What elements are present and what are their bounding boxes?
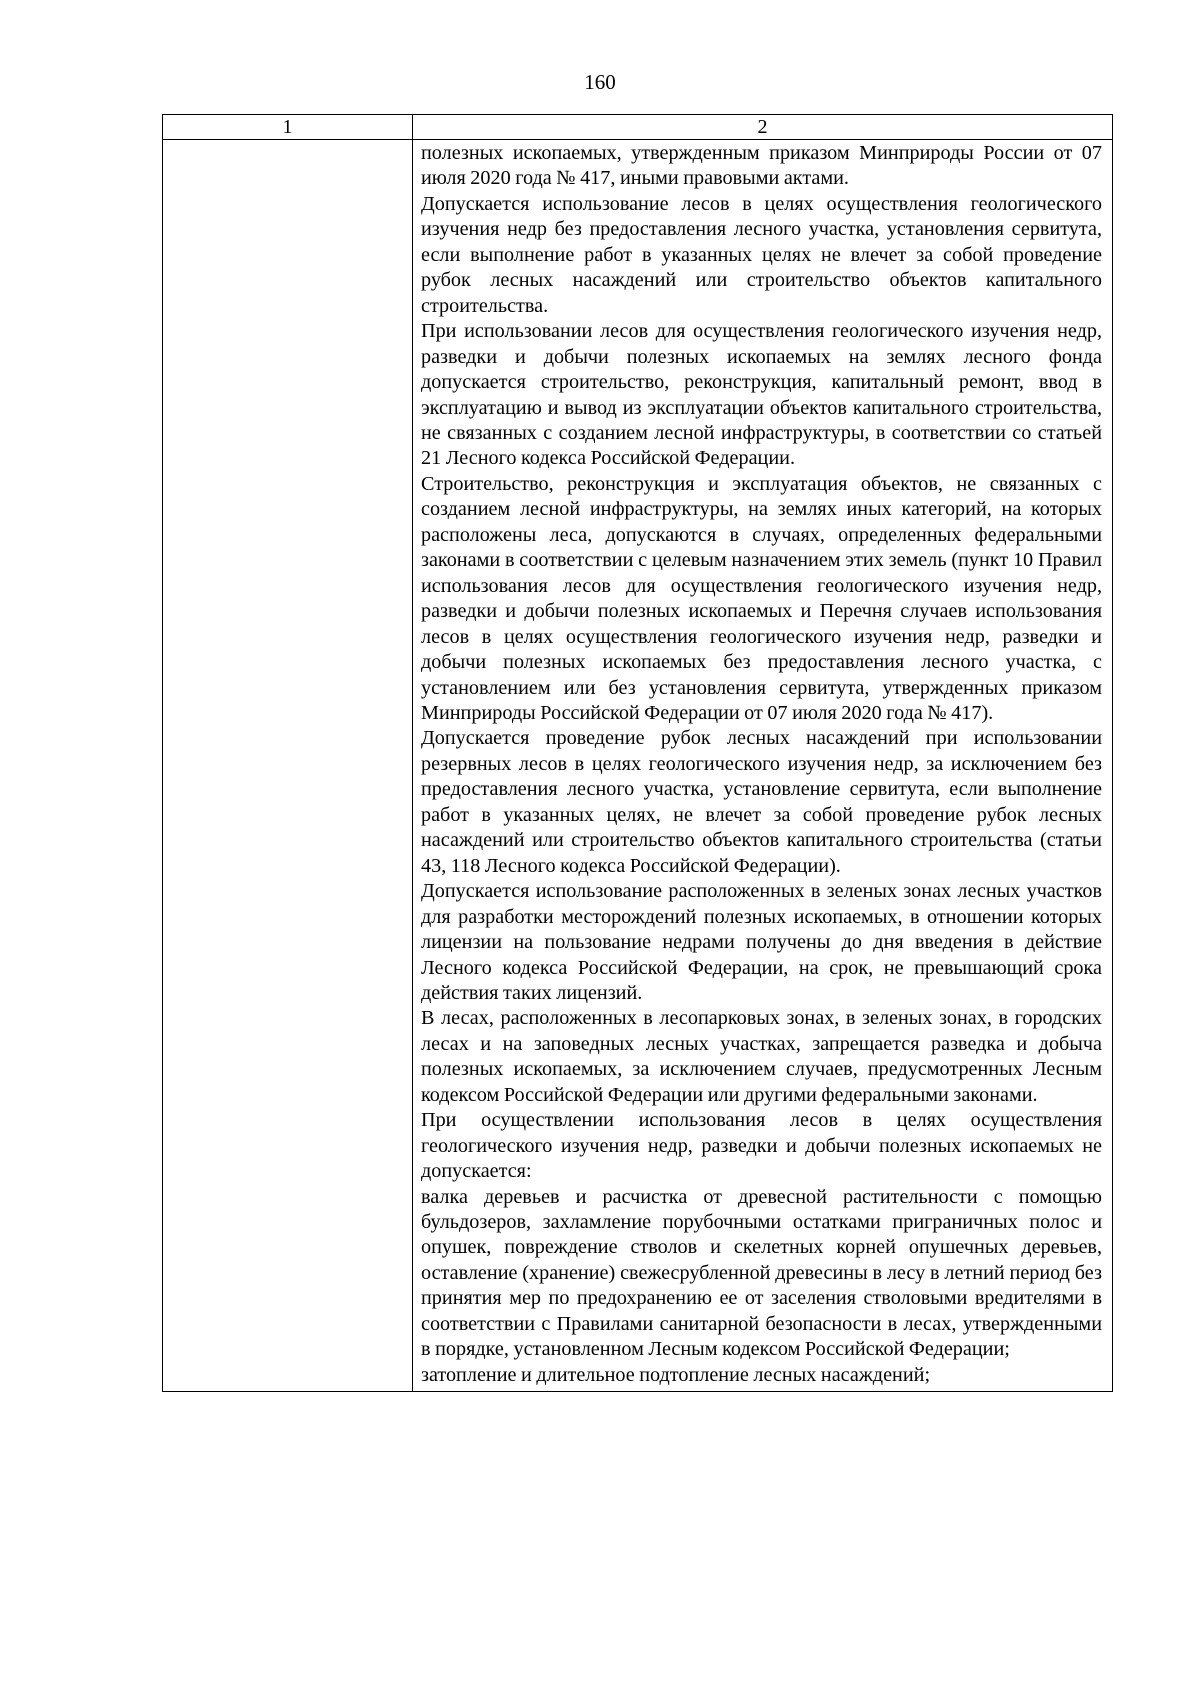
paragraph: полезных ископаемых, утвержденным приказом Минприроды России от 07 июля 2020 года № 417, иными правовыми актами.: [421, 142, 1102, 190]
text-cell: [413, 140, 1113, 1392]
paragraph: В лесах, расположенных в лесопарковых зонах, в зеленых зонах, в городских лесах и на заповедных лесных участках, запрещается разведка и добыча полезных ископаемых, за исключением случаев, предусмотренных Лесным кодексом Российской Федерации или другими федеральными законами.: [421, 1007, 1102, 1106]
document-table: [162, 114, 1113, 1392]
paragraph: Допускается использование лесов в целях осуществления геологического изучения недр без предоставления лесного участка, установления сервитута, если выполнение работ в указанных целях не влечет за собой проведение рубок лесных насаждений или строительство объектов капитального строительства.: [421, 192, 1102, 317]
paragraph: валка деревьев и расчистка от древесной растительности с помощью бульдозеров, захламление порубочными остатками приграничных полос и опушек, повреждение стволов и скелетных корней опушечных деревьев, оставление (хранение) свежесрубленной древесины в лесу в летний период без принятия мер по предохранению ее от заселения стволовыми вредителями в соответствии с Правилами санитарной безопасности в лесах, утвержденными в порядке, установленном Лесным кодексом Российской Федерации;: [421, 1185, 1102, 1361]
column-header-2: 2: [413, 115, 1113, 140]
paragraph: При использовании лесов для осуществления геологического изучения недр, разведки и добычи полезных ископаемых на землях лесного фонда допускается строительство, реконструкция, капитальный ремонт, ввод в эксплуатацию и вывод из эксплуатации объектов капитального строительства, не связанных с созданием лесной инфраструктуры, в соответствии со статьей 21 Лесного кодекса Российской Федерации.: [421, 320, 1102, 470]
paragraph: Допускается использование расположенных в зеленых зонах лесных участков для разработки месторождений полезных ископаемых, в отношении которых лицензии на пользование недрами получены до дня введения в действие Лесного кодекса Российской Федерации, на срок, не превышающий срока действия таких лицензий.: [421, 880, 1102, 1004]
column-header-1: 1: [163, 115, 413, 140]
table-header-row: [163, 115, 1113, 140]
page-number: 160: [584, 70, 616, 94]
paragraph: затопление и длительное подтопление лесных насаждений;: [421, 1363, 931, 1386]
paragraph: При осуществлении использования лесов в целях осуществления геологического изучения недр, разведки и добычи полезных ископаемых не допускается:: [421, 1109, 1102, 1183]
paragraph: Допускается проведение рубок лесных насаждений при использовании резервных лесов в целях геологического изучения недр, за исключением без предоставления лесного участка, установление сервитута, если выполнение работ в указанных целях, не влечет за собой проведение рубок лесных насаждений или строительство объектов капитального строительства (статьи 43, 118 Лесного кодекса Российской Федерации).: [421, 727, 1102, 877]
empty-cell: [163, 140, 413, 1392]
paragraph: Строительство, реконструкция и эксплуатация объектов, не связанных с созданием лесной инфраструктуры, на землях иных категорий, на которых расположены леса, допускаются в случаях, определенных федеральными законами в соответствии с целевым назначением этих земель (пункт 10 Правил использования лесов для осуществления геологического изучения недр, разведки и добычи полезных ископаемых и Перечня случаев использования лесов в целях осуществления геологического изучения недр, разведки и добычи полезных ископаемых без предоставления лесного участка, с установлением или без установления сервитута, утвержденных приказом Минприроды Российской Федерации от 07 июля 2020 года № 417).: [421, 472, 1102, 724]
table-row: [163, 140, 1113, 1392]
